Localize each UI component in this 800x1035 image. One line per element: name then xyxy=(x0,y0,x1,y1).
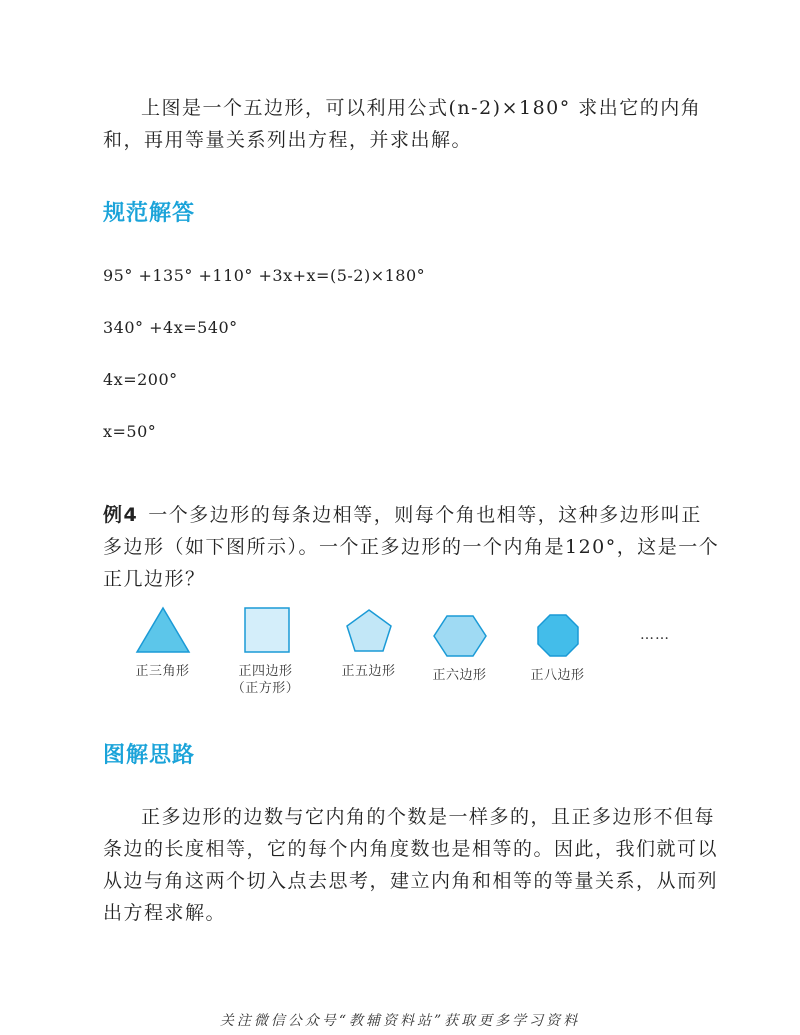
equation-2: 340° +4x=540° xyxy=(103,318,238,337)
intro-line-1: 上图是一个五边形，可以利用公式(n-2)×180° 求出它的内角 xyxy=(141,97,702,119)
triangle-shape xyxy=(120,605,205,680)
triangle-label: 正三角形 xyxy=(135,664,190,679)
triangle-icon xyxy=(133,605,193,655)
equation-3: 4x=200° xyxy=(103,370,178,389)
octagon-shape xyxy=(515,611,600,684)
octagon-polygon xyxy=(538,615,578,656)
thinking-line-2: 条边的长度相等，它的每个内角度数也是相等的。因此，我们就可以 xyxy=(103,838,719,860)
equation-1: 95° +135° +110° +3x+x=(5-2)×180° xyxy=(103,266,426,285)
pentagon-shape xyxy=(326,605,411,680)
octagon-label: 正八边形 xyxy=(530,668,585,683)
solution-heading: 规范解答 xyxy=(103,201,196,226)
polygon-figure xyxy=(120,605,700,705)
hexagon-polygon xyxy=(434,616,486,656)
hexagon-label: 正六边形 xyxy=(432,668,487,683)
thinking-line-1: 正多边形的边数与它内角的个数是一样多的，且正多边形不但每 xyxy=(141,806,716,828)
square-polygon xyxy=(245,608,289,652)
thinking-heading: 图解思路 xyxy=(103,743,196,768)
square-label: 正四边形 xyxy=(238,664,293,679)
example-line-1 xyxy=(103,499,703,531)
thinking-paragraph xyxy=(103,801,719,929)
intro-line-2: 和，再用等量关系列出方程，并求出解。 xyxy=(103,129,473,151)
octagon-icon xyxy=(528,611,588,661)
thinking-line-4: 出方程求解。 xyxy=(103,902,227,924)
equation-4: x=50° xyxy=(103,422,157,441)
footer-watermark: 关注微信公众号“教辅资料站”获取更多学习资料 xyxy=(219,1013,581,1029)
example-paragraph xyxy=(103,499,720,595)
intro-paragraph xyxy=(103,92,703,156)
more-shapes-ellipsis: …… xyxy=(640,627,670,643)
example-line-1-text: 一个多边形的每条边相等，则每个角也相等，这种多边形叫正 xyxy=(148,504,702,526)
pentagon-label: 正五边形 xyxy=(341,664,396,679)
triangle-polygon xyxy=(137,608,189,652)
pentagon-polygon xyxy=(347,610,391,651)
square-icon xyxy=(236,605,296,655)
example-label: 例4 xyxy=(103,504,139,526)
square-shape xyxy=(223,605,308,697)
hexagon-shape xyxy=(417,611,502,684)
example-line-3: 正几边形？ xyxy=(103,568,206,590)
example-line-2: 多边形（如下图所示）。一个正多边形的一个内角是120°，这是一个 xyxy=(103,536,720,558)
pentagon-icon xyxy=(339,605,399,655)
square-sublabel: （正方形） xyxy=(231,681,300,696)
thinking-line-3: 从边与角这两个切入点去思考，建立内角和相等的等量关系，从而列 xyxy=(103,870,719,892)
hexagon-icon xyxy=(430,611,490,661)
